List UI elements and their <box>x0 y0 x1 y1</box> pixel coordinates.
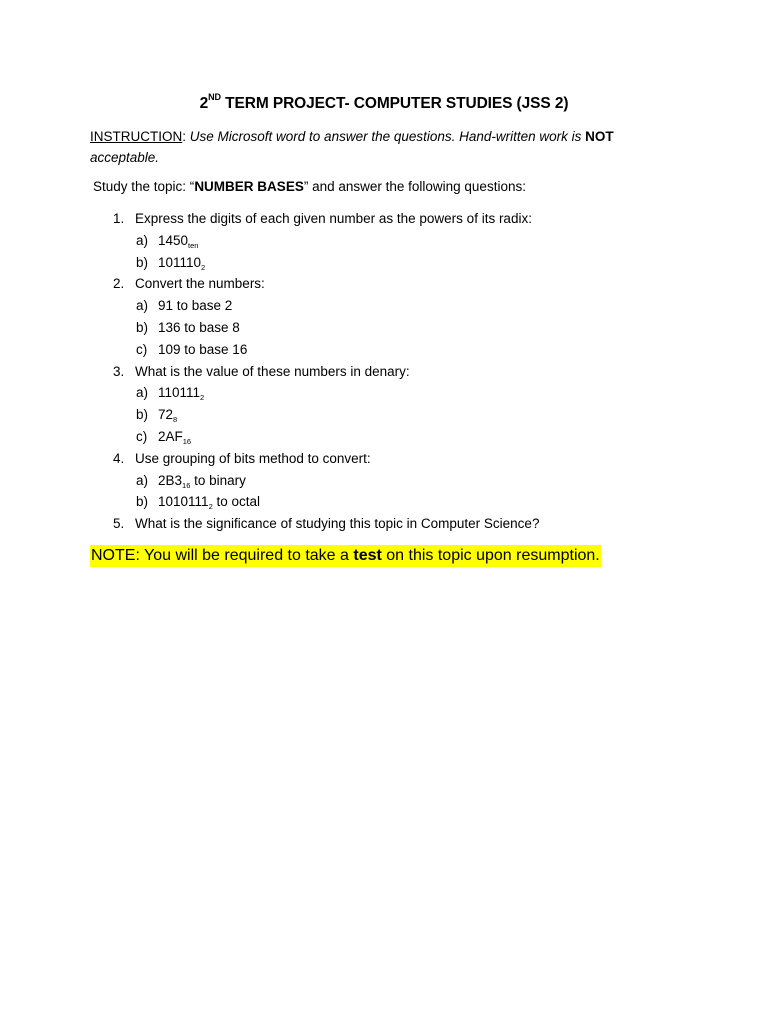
question-item <box>0 273 768 295</box>
sub-question-item <box>0 339 768 361</box>
sub-question-text <box>158 295 232 317</box>
note-prefix: NOTE: You will be required to take a <box>91 547 354 564</box>
instruction-label: INSTRUCTION <box>90 129 183 144</box>
instruction-text: Use Microsoft word to answer the questions. Hand-written work is <box>186 129 586 144</box>
title-prefix: 2 <box>199 95 209 112</box>
sub-question-item <box>0 252 768 274</box>
page-title <box>0 92 768 113</box>
question-number: 3. <box>113 363 125 379</box>
sub-question-label: a) <box>136 298 149 314</box>
number-value: 136 to base 8 <box>158 319 240 335</box>
instruction-emphasis: NOT <box>585 129 614 144</box>
note-highlight <box>90 545 601 567</box>
sub-question-label: c) <box>136 428 148 444</box>
note-suffix: on this topic upon resumption. <box>381 547 600 564</box>
instruction-colon: : <box>182 129 187 144</box>
number-value: 2B3 <box>158 472 183 488</box>
number-value: 1450 <box>158 232 189 248</box>
sub-question-item <box>0 295 768 317</box>
conversion-target: to octal <box>212 494 261 510</box>
sub-question-text <box>158 317 240 339</box>
sub-question-label: a) <box>136 232 149 248</box>
question-item <box>0 208 768 230</box>
sub-question-label: b) <box>136 254 149 270</box>
number-base-subscript: 16 <box>182 480 191 490</box>
question-text: Convert the numbers: <box>135 276 265 292</box>
instruction-paragraph <box>90 127 630 168</box>
sub-question-label: c) <box>136 341 148 357</box>
number-base-subscript: ten <box>188 240 199 250</box>
question-number: 1. <box>113 211 125 226</box>
title-superscript: ND <box>208 92 221 102</box>
number-base-subscript: 2 <box>201 262 206 272</box>
sub-question-item <box>0 404 768 426</box>
question-text: What is the value of these numbers in denary: <box>135 363 410 379</box>
number-value: 109 to base 16 <box>158 341 248 357</box>
sub-question-item <box>0 426 768 448</box>
sub-question-item <box>0 230 768 252</box>
question-text: Use grouping of bits method to convert: <box>135 450 371 466</box>
study-line <box>93 179 526 194</box>
number-value: 2AF <box>158 428 183 444</box>
number-base-subscript: 16 <box>182 436 192 446</box>
question-number: 5. <box>113 516 125 532</box>
sub-question-label: a) <box>136 472 149 488</box>
sub-question-item <box>0 470 768 492</box>
question-item <box>0 513 768 535</box>
number-value: 110111 <box>158 385 201 401</box>
note-bold: test <box>353 547 382 564</box>
study-prefix: Study the topic: “ <box>93 179 195 194</box>
number-base-subscript: 8 <box>173 415 178 425</box>
study-topic: NUMBER BASES <box>194 179 304 194</box>
number-value: 101110 <box>158 254 202 270</box>
number-value: 91 to base 2 <box>158 298 233 314</box>
number-value: 72 <box>158 407 174 423</box>
title-rest: TERM PROJECT- COMPUTER STUDIES (JSS 2) <box>220 95 569 112</box>
sub-question-item <box>0 317 768 339</box>
conversion-target: to binary <box>190 472 246 488</box>
question-item <box>0 361 768 383</box>
instruction-tail: acceptable. <box>90 149 160 165</box>
sub-question-label: b) <box>136 494 149 510</box>
question-text: What is the significance of studying this topic in Computer Science? <box>135 516 540 532</box>
study-suffix: ” and answer the following questions: <box>303 179 526 194</box>
number-value: 1010111 <box>158 494 209 510</box>
sub-question-text <box>158 339 247 361</box>
question-text: Express the digits of each given number as the powers of its radix: <box>135 211 532 226</box>
question-number: 4. <box>113 450 125 466</box>
sub-question-label: a) <box>136 385 149 401</box>
question-number: 2. <box>113 276 125 292</box>
number-base-subscript: 2 <box>200 393 205 403</box>
number-base-subscript: 2 <box>208 502 213 512</box>
sub-question-item <box>0 382 768 404</box>
question-list <box>0 208 768 535</box>
sub-question-item <box>0 491 768 513</box>
question-item <box>0 448 768 470</box>
sub-question-label: b) <box>136 319 149 335</box>
sub-question-label: b) <box>136 407 149 423</box>
